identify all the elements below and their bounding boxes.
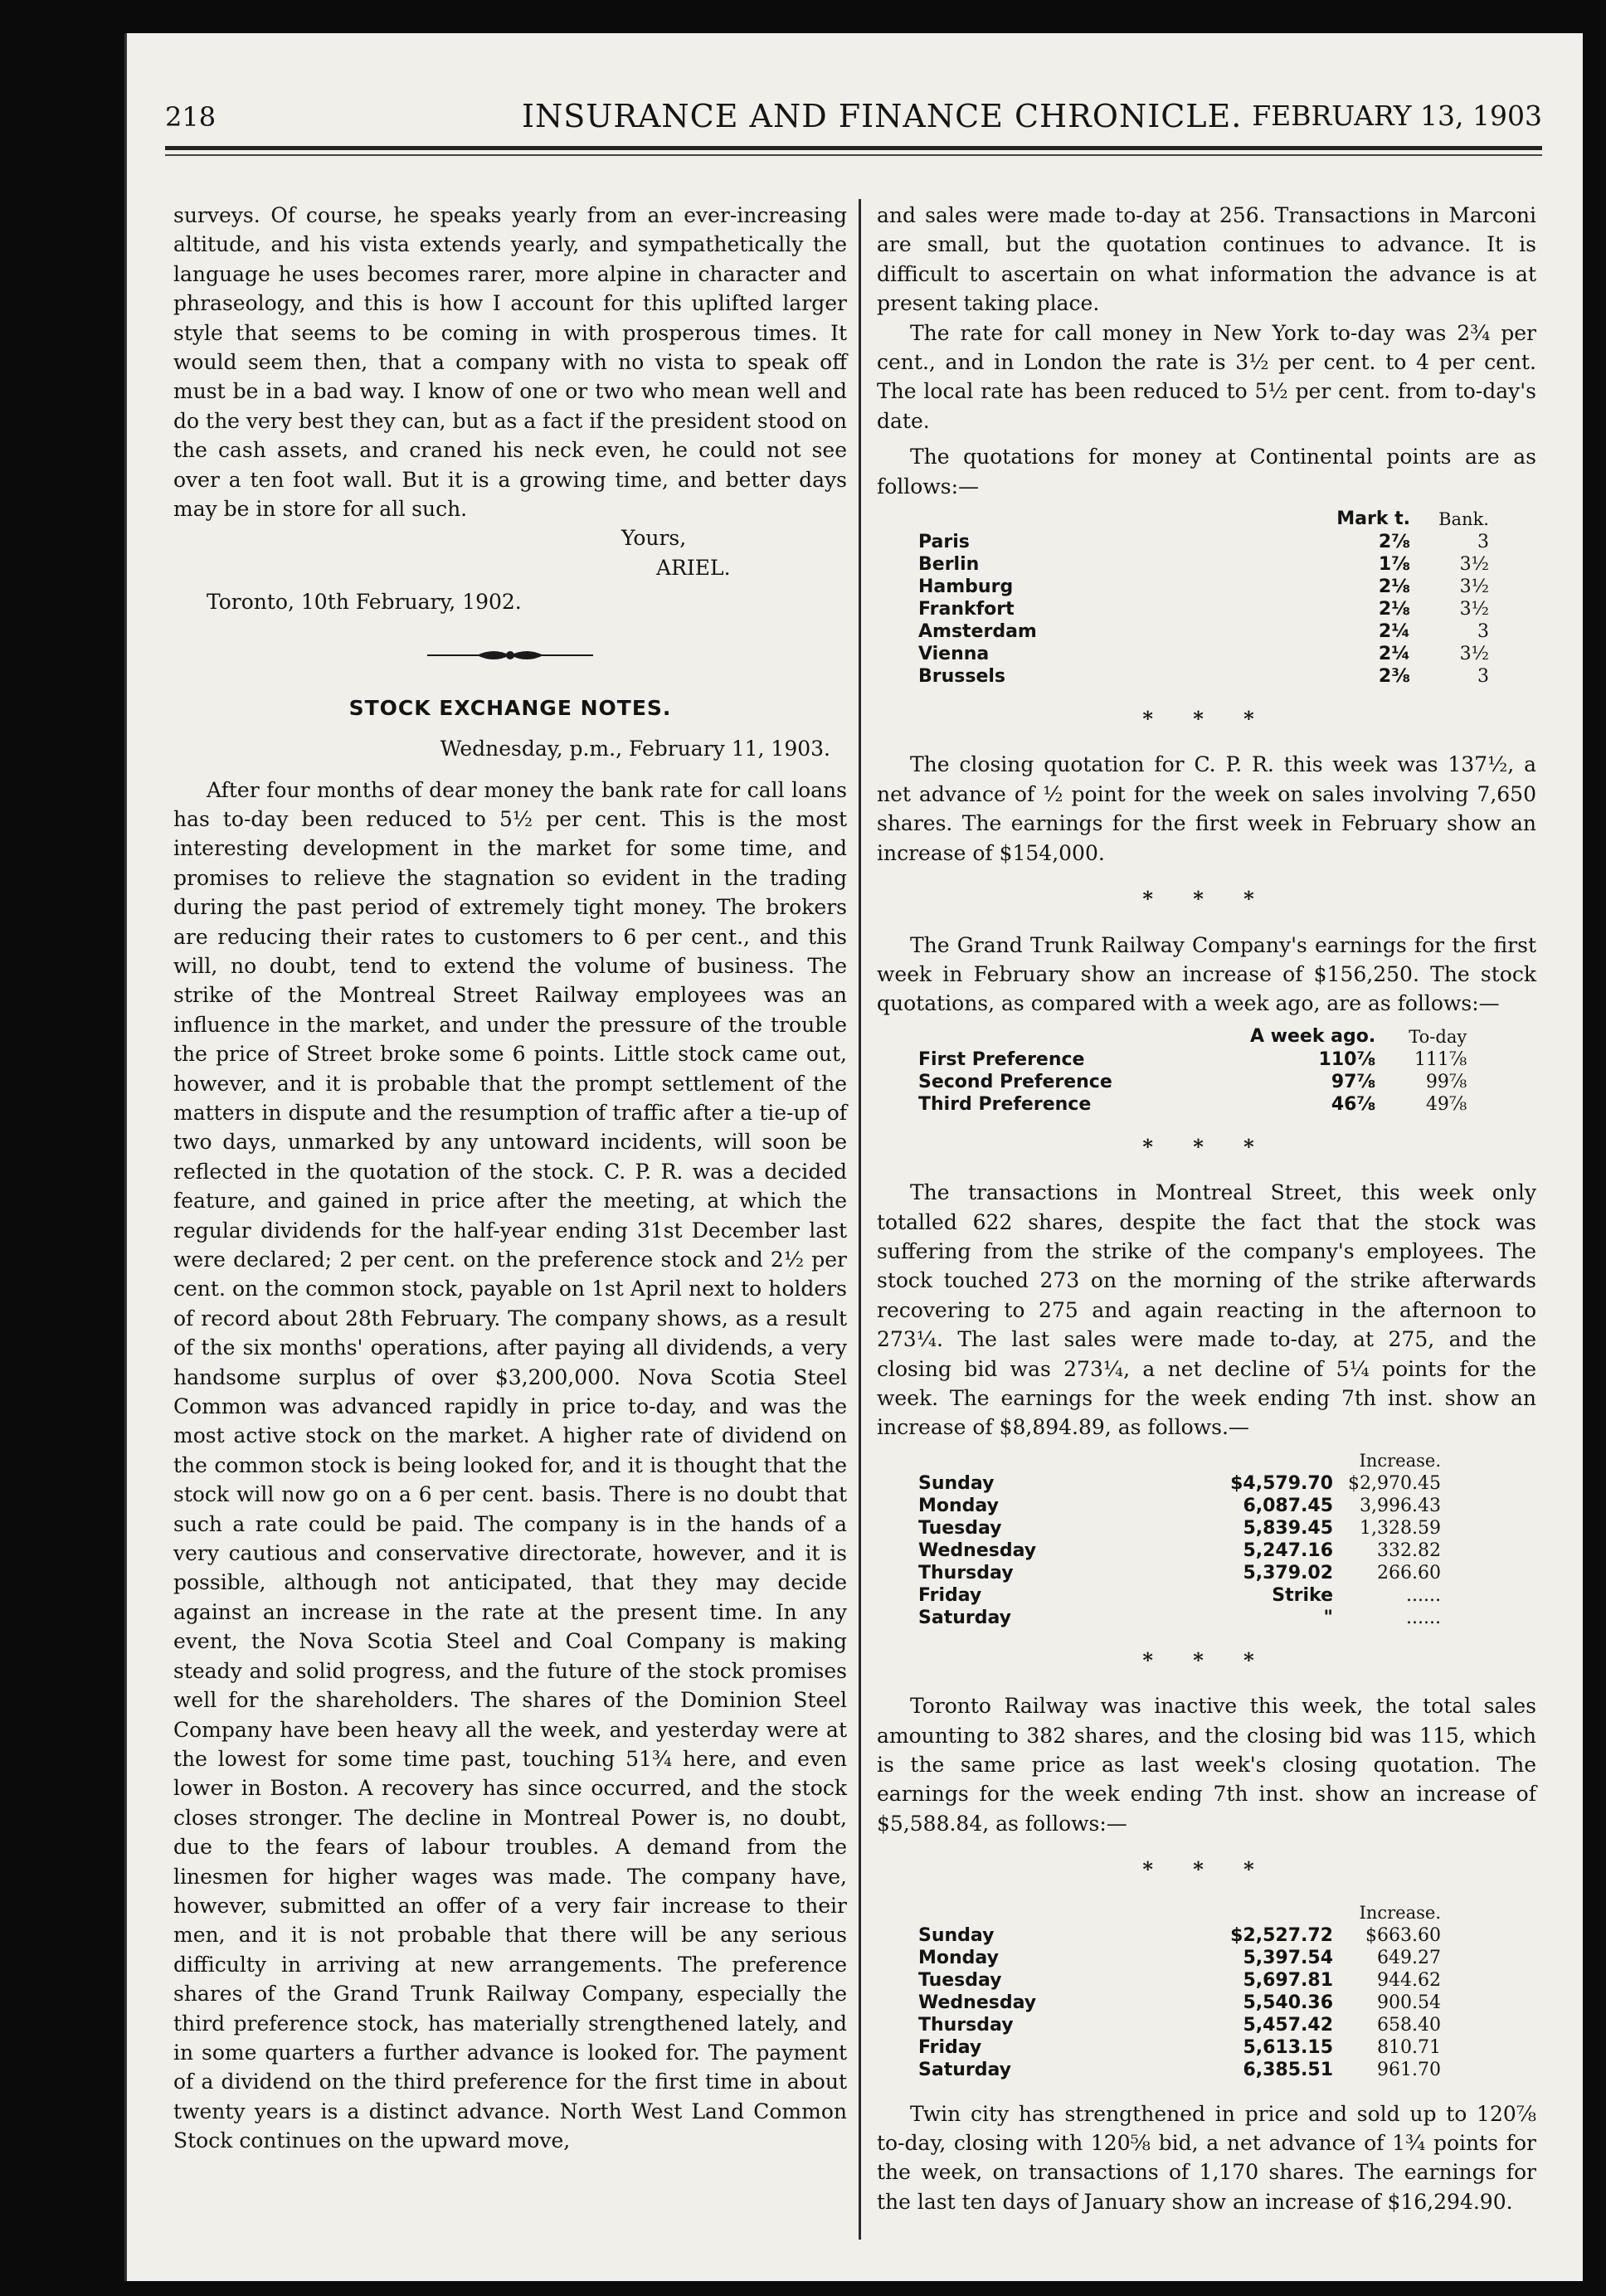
signature: ARIEL. <box>656 555 731 580</box>
table-row: Friday Strike ...... <box>918 1584 1441 1606</box>
table-row: Thursday 5,379.02 266.60 <box>918 1562 1441 1583</box>
header-rule-thick <box>165 146 1542 150</box>
col-header-week-ago: A week ago. <box>1250 1025 1376 1047</box>
table-row: Third Preference 46⅞ 49⅞ <box>918 1093 1467 1115</box>
table-row: Hamburg 2⅛ 3½ <box>918 576 1489 598</box>
table-row: Friday 5,613.15 810.71 <box>918 2036 1441 2058</box>
right-paragraph-2: The rate for call money in New York to-day was 2¾ per cent., and in London the rate is 3½ per cent. to 4 per cent. The local rate has been reduced to 5½ per cent. from to-day's date. <box>877 320 1536 433</box>
issue-date: FEBRUARY 13, 1903 <box>1252 100 1542 132</box>
section-separator: * * * <box>1142 1857 1271 1882</box>
section-ornament <box>173 644 847 669</box>
section-title: STOCK EXCHANGE NOTES. <box>348 695 672 720</box>
col-header-market: Mark t. <box>1336 508 1410 530</box>
table-row: Monday 5,397.54 649.27 <box>918 1947 1441 1968</box>
continental-rates-table <box>918 508 1536 688</box>
table-row: Vienna 2¼ 3½ <box>918 644 1489 665</box>
table-row: First Preference 110⅞ 111⅞ <box>918 1048 1467 1070</box>
table-row: Amsterdam 2¼ 3 <box>918 621 1489 643</box>
section-dateline: Wednesday, p.m., February 11, 1903. <box>440 737 830 761</box>
right-paragraph-1: and sales were made to-day at 256. Transactions in Marconi are small, but the quotation continues to advance. It is difficult to ascertain on what information the advance is at present taking place. <box>877 203 1536 316</box>
table-row: Wednesday 5,247.16 332.82 <box>918 1540 1441 1561</box>
publication-title: INSURANCE AND FINANCE CHRONICLE. <box>522 98 1243 134</box>
table-row: Saturday " ...... <box>918 1607 1441 1628</box>
section-separator: * * * <box>1142 707 1271 732</box>
page-number: 218 <box>165 101 217 133</box>
left-column <box>173 201 847 2156</box>
closing-salutation: Yours, <box>621 526 687 551</box>
table-row: Monday 6,087.45 3,996.43 <box>918 1495 1441 1516</box>
col-header-increase: Increase. <box>1359 1450 1441 1471</box>
toronto-railway-earnings-table <box>918 1901 1536 2081</box>
right-paragraph-4: The closing quotation for C. P. R. this week was 137½, a net advance of ½ point for the week on sales involving 7,650 shares. The earnings for the first week in February show an increase of $154,000. <box>877 752 1536 865</box>
newspaper-page <box>124 33 1583 2281</box>
table-row: Tuesday 5,697.81 944.62 <box>918 1969 1441 1991</box>
montreal-street-earnings-table <box>918 1449 1536 1629</box>
section-separator: * * * <box>1142 1647 1271 1672</box>
table-row: Paris 2⅞ 3 <box>918 532 1489 553</box>
col-header-today: To-day <box>1409 1026 1467 1047</box>
section-separator: * * * <box>1142 1134 1271 1159</box>
table-row: Saturday 6,385.51 961.70 <box>918 2059 1441 2080</box>
right-paragraph-3: The quotations for money at Continental points are as follows:— <box>877 445 1536 499</box>
left-paragraph-2: After four months of dear money the bank rate for call loans has to-day been reduced to 5½ per cent. This is the most interesting development in the market for some time, and promises to relieve the stagnation so evident in the trading during the past period of extremely tight money. The brokers are reducing their rates to customers to 6 per cent., and this will, no doubt, tend to extend the volume of business. The strike of the Montreal Street Railway employees was an influence in the market, and under the pressure of the trouble the price of Street broke some 6 points. Little stock came out, however, and it is probable that the prompt settlement of the matters in dispute and the resumption of traffic after a tie-up of two days, unmarked by any untoward incidents, will soon be reflected in the quotation of the stock. C. P. R. was a decided feature, and gained in price after the meeting, at which the regular dividends for the half-year ending 31st December last were declared; 2 per cent. on the preference stock and 2½ per cent. on the common stock, payable on 1st April next to holders of record about 28th February. The company shows, as a result of the six months' operations, after paying all dividends, a very handsome surplus of over $3,200,000. Nova Scotia Steel Common was advanced rapidly in price to-day, and was the most active stock on the market. A higher rate of dividend on the common stock is being looked for, and it is thought that the stock will now go on a 6 per cent. basis. There is no doubt that such a rate could be paid. The company is in the hands of a very cautious and conservative directorate, however, and it is possible, although not anticipated, that they may decide against an increase in the rate at the present time. In any event, the Nova Scotia Steel and Coal Company is making steady and solid progress, and the future of the stock promises well for the shareholders. The shares of the Dominion Steel Company have been heavy all the week, and yesterday were at the lowest for some time past, touching 51¾ here, and even lower in Boston. A recovery has since occurred, and the stock closes stronger. The decline in Montreal Power is, no doubt, due to the fears of labour troubles. A demand from the linesmen for higher wages was made. The company have, however, submitted an offer of a very fair increase to their men, and it is not probable that there will be any serious difficulty in arriving at new arrangements. The preference shares of the Grand Trunk Railway Company, especially the third preference stock, has materially strengthened lately, and in some quarters a further advance is looked for. The payment of a dividend on the third preference for the first time in about twenty years is a distinct advance. North West Land Common Stock continues on the upward move, <box>173 777 847 2153</box>
col-header-bank: Bank. <box>1438 509 1489 530</box>
right-paragraph-8: Twin city has strengthened in price and sold up to 120⅞ to-day, closing with 120⅝ bid, a net advance of 1¾ points for the week, on transactions of 1,170 shares. The earnings for the last ten days of January show an increase of $16,294.90. <box>877 2101 1536 2214</box>
table-row: Thursday 5,457.42 658.40 <box>918 2014 1441 2036</box>
right-paragraph-6: The transactions in Montreal Street, this week only totalled 622 shares, despite the fact that the stock was suffering from the strike of the company's employees. The stock touched 273 on the morning of the strike afterwards recovering to 275 and again reacting in the afternoon to 273¼. The last sales were made to-day, at 275, and the closing bid was 273¼, a net decline of 5¼ points for the week. The earnings for the week ending 7th inst. show an increase of $8,894.89, as follows.— <box>877 1180 1536 1440</box>
page-header <box>165 90 1542 139</box>
ornament-divider-icon <box>427 645 593 665</box>
table-row: Sunday $2,527.72 $663.60 <box>918 1924 1441 1946</box>
header-rule-thin <box>165 154 1542 156</box>
table-row: Second Preference 97⅞ 99⅞ <box>918 1071 1467 1092</box>
table-row: Frankfort 2⅛ 3½ <box>918 599 1489 620</box>
grand-trunk-table <box>918 1025 1536 1116</box>
column-divider <box>859 199 861 2240</box>
left-paragraph-1: surveys. Of course, he speaks yearly from an ever-increasing altitude, and his vista extends yearly, and sympathetically the language he uses becomes rarer, more alpine in character and phraseology, and this is how I account for this uplifted larger style that seems to be coming in with prosperous times. It would seem then, that a company with no vista to speak off must be in a bad way. I know of one or two who mean well and do the very best they can, but as a fact if the president stood on the cash assets, and craned his neck even, he could not see over a ten foot wall. But it is a growing time, and better days may be in store for all such. <box>173 203 847 522</box>
right-paragraph-7: Toronto Railway was inactive this week, the total sales amounting to 382 shares, and the closing bid was 115, which is the same price as last week's closing quotation. The earnings for the week ending 7th inst. show an increase of $5,588.84, as follows:— <box>877 1694 1536 1836</box>
right-column <box>877 201 1536 2216</box>
table-row: Berlin 1⅞ 3½ <box>918 554 1489 576</box>
section-separator: * * * <box>1142 887 1271 912</box>
table-row: Sunday $4,579.70 $2,970.45 <box>918 1472 1441 1494</box>
right-paragraph-5: The Grand Trunk Railway Company's earnings for the first week in February show an increase of $156,250. The stock quotations, as compared with a week ago, are as follows:— <box>877 932 1536 1016</box>
col-header-increase: Increase. <box>1359 1902 1441 1923</box>
table-row: Wednesday 5,540.36 900.54 <box>918 1992 1441 2013</box>
letter-dateline: Toronto, 10th February, 1902. <box>207 590 522 615</box>
table-row: Brussels 2⅜ 3 <box>918 666 1489 688</box>
table-row: Tuesday 5,839.45 1,328.59 <box>918 1517 1441 1539</box>
